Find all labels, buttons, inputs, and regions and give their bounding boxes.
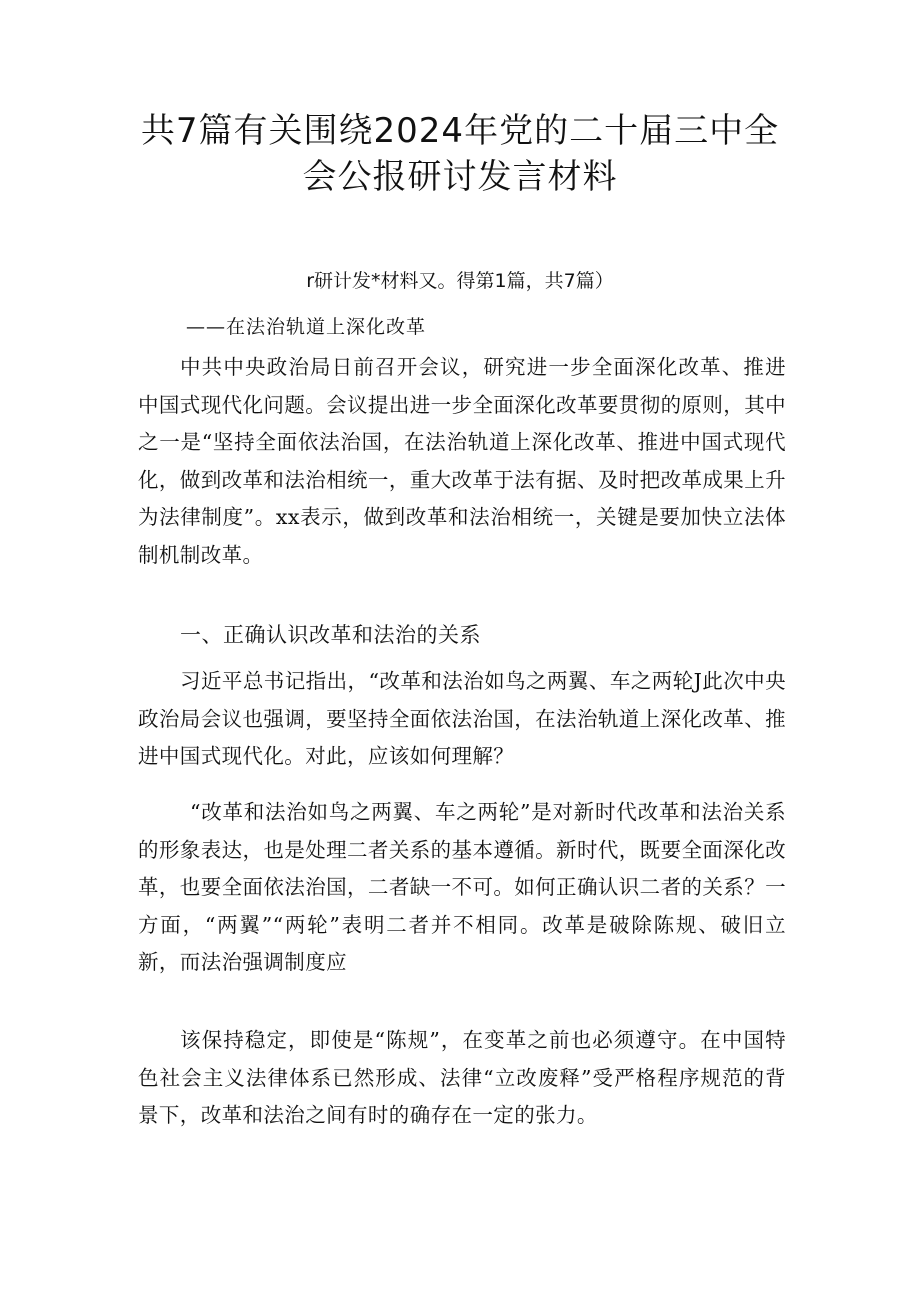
document-title-line-2: 会公报研讨发言材料 xyxy=(302,157,618,197)
document-title-line-1: 共7篇有关围绕2024年党的二十届三中全 xyxy=(140,111,780,151)
document-byline: ——在法治轨道上深化改革 xyxy=(186,316,427,338)
paragraph-3: “改革和法治如鸟之两翼、车之两轮”是对新时代改革和法治关系的形象表达，也是处理二者关系的基本遵循。新时代，既要全面深化改革，也要全面依法治国，二者缺一不可。如何正确认识二者的关系？一方面，“两翼”“两轮”表明二者并不相同。改革是破除陈规、破旧立新，而法治强调制度应 xyxy=(138,800,786,974)
paragraph-4: 该保持稳定，即使是“陈规”，在变革之前也必须遵守。在中国特色社会主义法律体系已然形成、法律“立改废释”受严格程序规范的背景下，改革和法治之间有时的确存在一定的张力。 xyxy=(138,1028,786,1127)
paragraph-2: 习近平总书记指出，“改革和法治如鸟之两翼、车之两轮J此次中央政治局会议也强调，要坚持全面依法治国，在法治轨道上深化改革、推进中国式现代化。对此，应该如何理解？ xyxy=(138,669,786,768)
document-subtitle: r研计发*材料又。得第1篇，共7篇） xyxy=(306,270,614,292)
paragraph-1: 中共中央政治局日前召开会议，研究进一步全面深化改革、推进中国式现代化问题。会议提出进一步全面深化改革要贯彻的原则，其中之一是“坚持全面依法治国，在法治轨道上深化改革、推进中国式现代化，做到改革和法治相统一，重大改革于法有据、及时把改革成果上升为法律制度”。xx表示，做到改革和法治相统一，关键是要加快立法体制机制改革。 xyxy=(138,355,786,567)
section-heading-1: 一、正确认识改革和法治的关系 xyxy=(180,623,481,647)
document-title xyxy=(120,108,800,200)
